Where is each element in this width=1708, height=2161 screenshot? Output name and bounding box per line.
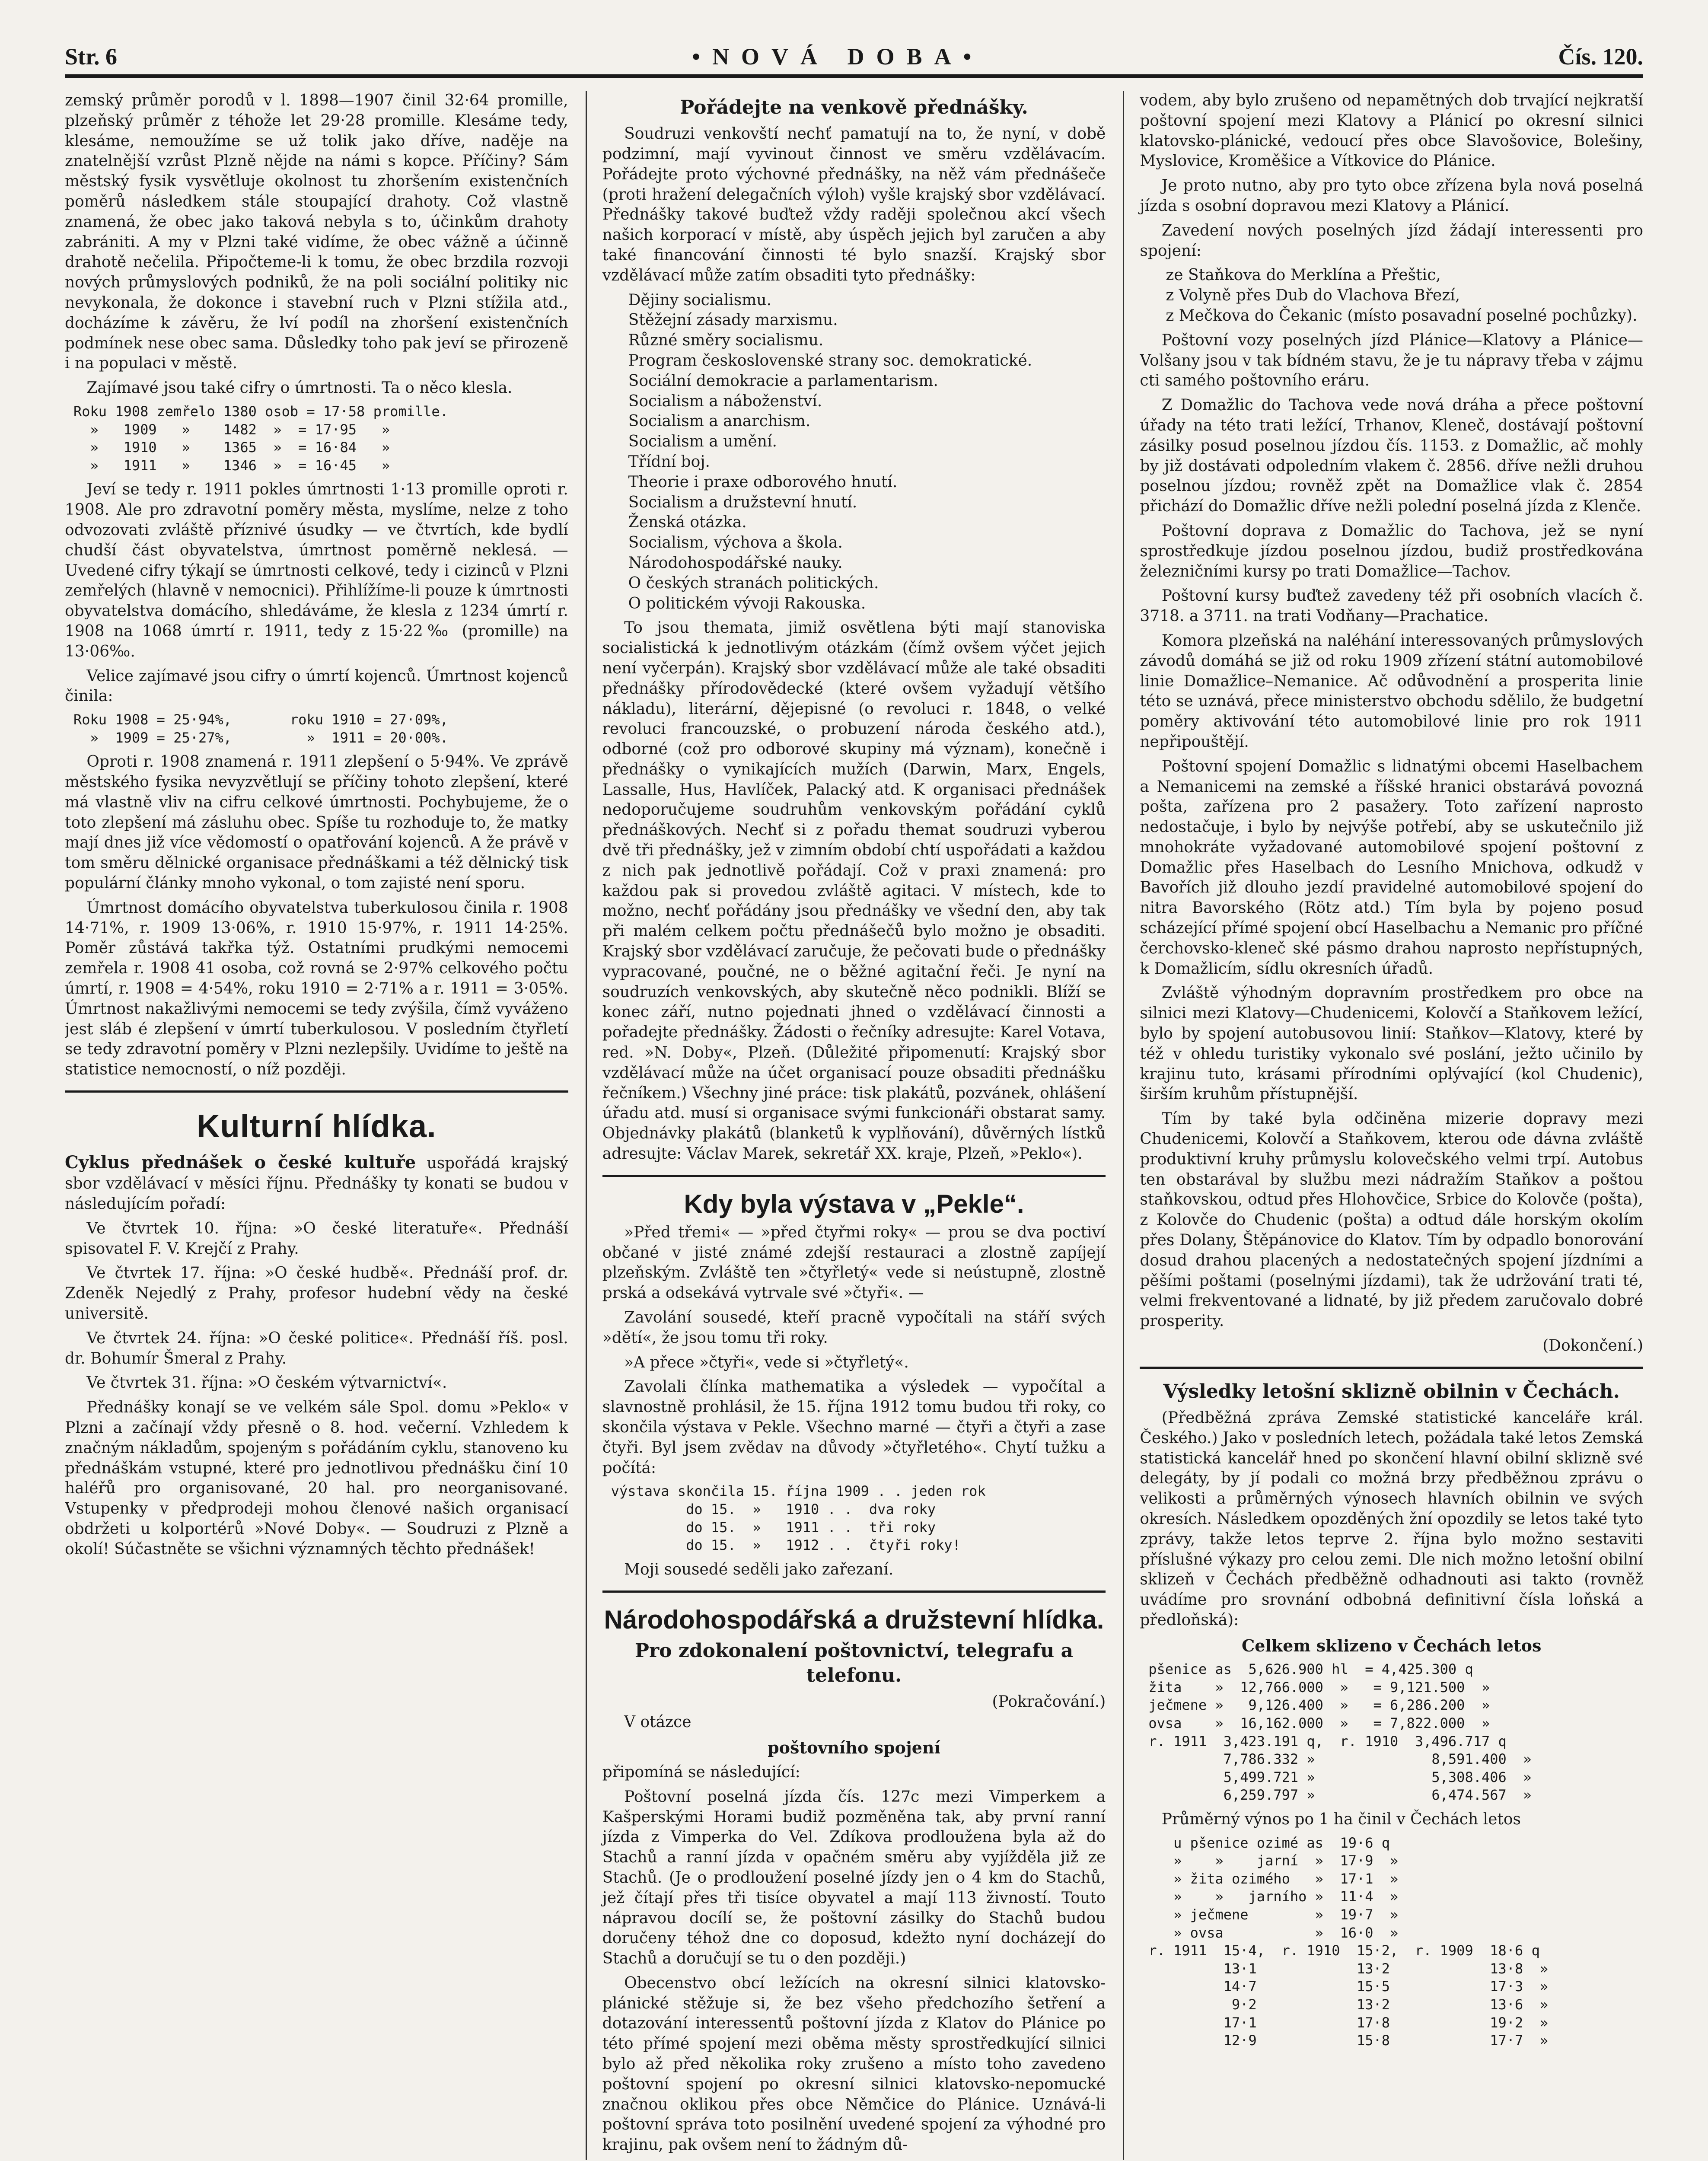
article-text: To jsou themata, jimiž osvětlena býti mají stanoviska socialistická k jednotlivým otázkám (čímž ovšem výčet jejich není vyčerpán). Krajský sbor vzdělávací může ale také obsaditi přednášky přírodovědecké (které ovšem vyžadují většího nákladu), literární, dějepisné (o revoluci r. 1848, o velké revoluci francouzské, o probuzení národa českého atd.), odborné (což pro odborové skupiny má význam), konečně i přednášky o vynikajících mužích (Darwin, Marx, Engels, Lassalle, Hus, Havlíček, Palacký atd. K organisaci přednášek nedoporučujeme soudruhům venkovským pořádání cyklů přednáškových. Nechť si z pořadu themat soudruzi vyberou dvě tři přednášky, jež v zimním období chtí uspořádati a každou z nich pak jednotlivě pořádají. Což v praxi znamená: pro každou pak si provedou zvláště agitaci. V místech, kde to možno, nechť pořádány jsou přednášky ve všední den, aby tak při malém celkem počtu přednášečů bylo možno je obsaditi. Krajský sbor vzdělávací zaručuje, že pečovati bude o přednášky vypracované, poučné, ne o běžné agitační řeči. Je nyní na soudruzích venkovských, aby skutečně něco podnikli. Blíží se konec září, nutno pojednati jhned o vzdělávací činnosti a pořadejte přednášky. Žádosti o řečníky adresujte: Karel Votava, red. »N. Doby«, Plzeň. (Důležité připomenutí: Krajský sbor vzdělávací může na účet organisací pouze obsaditi přednášku řečníkem.) Všechny jiné práce: tisk plakátů, pozvánek, ohlášení úřadu atd. musí si organisace svými funkcionáři obstarat samy. Objednávky plakátů (blanketů k vyplňování), důvěrných lístků adresujte: Václav Marek, sekretář XX. kraje, Plzeň, »Peklo«).	[602, 619, 1106, 1163]
article-text: Zavedení nových poselných jízd žádají interessenti pro spojení:	[1140, 221, 1644, 260]
list-item: Národohospodářské nauky.	[628, 554, 843, 572]
list-item: Ženská otázka.	[628, 513, 747, 532]
list-item: Socialism a umění.	[628, 433, 777, 451]
list-item: Socialism a anarchism.	[628, 412, 811, 430]
article-text: vodem, aby bylo zrušeno od nepamětných dob trvající nejkratší poštovní spojení mezi Klatovy a Plánicí po okresní silnici klatovsko-plánické, vedoucí přes obce Slavošovice, Bolešiny, Myslovice, Kroměšice a Vítkovice do Plánice.	[1140, 92, 1644, 170]
article-text: Soudruzi venkovští nechť pamatují na to, že nyní, v době podzimní, mají vyvinout činnost ve směru vzdělávacím. Pořádejte proto výchovné přednášky, na něž vám přednášeče (proti hražení delegačních výloh) vyšle krajský sbor vzdělávací. Přednášky takové buďtež vždy raději společnou akcí všech našich korporací v místě, aby úspěch jejich byl zaručen a aby také financování činnosti té bylo snazší. Krajský sbor vzdělávací může zatím obsaditi tyto přednášky:	[602, 125, 1106, 284]
section-heading-economy: Národohospodářská a družstevní hlídka.	[604, 1605, 1104, 1634]
article-text: uspořádá krajský sbor vzdělávací v měsíci říjnu. Přednášky ty konati se budou v následujícím pořadí:	[65, 1154, 568, 1213]
infant-mortality-table: Roku 1908 = 25·94%, roku 1910 = 27·09%, » 1909 = 25·27%, » 1911 = 20·00%.	[73, 711, 448, 746]
issue-number: Čís. 120.	[1558, 44, 1643, 70]
article-text: Průměrný výnos po 1 ha činil v Čechách letos	[1161, 1810, 1521, 1828]
article-text: Jeví se tedy r. 1911 pokles úmrtnosti 1·13 promille oproti r. 1908. Ale pro zdravotní poměry města, myslíme, nelze z toho odvozovati zvláště příznivé úsudky — ve čtvrtích, kde bydlí chudší část obyvatelstva, úmrtnost poměrně neklesá. — Uvedené cifry týkají se úmrtnosti celkové, tedy i cizinců v Plzni zemřelých (hlavně v nemocnici). Přihlížíme-li pouze k úmrtnosti obyvatelstva domácího, shledáváme, že klesla z 1234 úmrtí r. 1908 na 1068 úmrtí r. 1911, tedy z 15·22‰ (promille) na 13·06‰.	[65, 481, 568, 660]
lecture-item: Ve čtvrtek 10. října: »O české literatuře«. Přednáší spisovatel F. V. Krejčí z Prahy.	[65, 1219, 568, 1258]
article-text: Komora plzeňská na naléhání interessovaných průmyslových závodů domáhá se již od roku 1909 zřízení státní automobilové linie Domažlice–Nemanice. Ač odůvodnění a prosperita linie této se uznává, přece ministerstvo obchodu sdělilo, že budgetní poměry aktivování této automobilové linie pro rok 1911 nepřipouštějí.	[1140, 631, 1644, 751]
article-heading-exhibition: Kdy byla výstava v „Pekle“.	[684, 1189, 1024, 1218]
article-text: »Před třemi« — »před čtyřmi roky« — prou se dva poctiví občané v jisté známé zdejší restauraci a zlostně zapíjejí plzeňským. Zvláště ten »čtyřletý« vede si neústupně, zlostně prská a odsekává vytrvale své »čtyři«. —	[602, 1223, 1106, 1302]
article-text: Moji sousedé seděli jako zařezaní.	[624, 1560, 894, 1578]
article-text: Zvláště výhodným dopravním prostředkem pro obce na silnici mezi Klatovy—Chudenicemi, Kolovčí a Staňkovem ležící, bylo by spojení autobusovou linií: Staňkov—Klatovy, které by též v ohledu turistiky vykonalo své poslání, ježto učinilo by krajinu tuto, krásami přírodními oplývající (kol Chudenic), širším kruhům přístupnější.	[1140, 984, 1644, 1103]
list-item: Program československé strany soc. demokratické.	[628, 351, 1032, 370]
article-text: Zavolali člínka mathematika a výsledek — vypočítal a slavnostně prohlásil, že 15. října 1912 tomu budou tři roky, co skončila výstava v Pekle. Všechno marné — čtyři a čtyři a zase čtyři. Byl jsem zvědav na důvody »čtyřletého«. Chytí tužku a počítá:	[602, 1378, 1106, 1477]
article-text: připomíná se následující:	[602, 1763, 800, 1781]
list-item: O politickém vývoji Rakouska.	[628, 594, 866, 612]
article-text: Poštovní doprava z Domažlic do Tachova, jež se nyní sprostředkuje jízdou poselnou jízdou, budiž prostředkována železničními kursy po trati Domažlice—Tachov.	[1140, 522, 1644, 580]
article-text: Zavolání sousedé, kteří pracně vypočítali na stáří svých »dětí«, že jsou tomu tři roky.	[602, 1309, 1106, 1347]
article-text: Obecenstvo obcí ležících na okresní silnici klatovsko-plánické stěžuje si, že bez všeho předchozího šetření a dotazování interessentů poštovní jízda z Klatov do Plánice po této přímé spojení mezi oběma městy sprostředkující silnici bylo až před několika roky zrušeno a místo toho zavedeno poštovní spojení po okresní silnici klatovsko-nepomucké značnou oklikou přes obce Němčice do Plánice. Uznává-li poštovní správa toto posilnění uvedené spojení za výhodné pro krajinu, pak ovšem není to žádným dů-	[602, 1974, 1106, 2154]
harvest-yield-table: u pšenice ozimé as 19·6 q » » jarní » 17·9 » » žita ozimého » 17·1 » » » jarního » 11·4 » » ječmene » 19·7 » » ovsa » 16·0 » r. 1911 15·4, r. 1910 15·2, r. 1909 18·6 q 13·1 13·2 13·8 » 14·7 15·5 17·3 » 9·2 13·2 13·6 » 17·1 17·8 19·2 » 12·9 15·8 17·7 »	[1148, 1834, 1549, 2049]
divider	[602, 1175, 1106, 1177]
divider	[1140, 1367, 1643, 1369]
section-heading-culture: Kulturní hlídka.	[197, 1108, 437, 1144]
exhibition-years-table: výstava skončila 15. října 1909 . . jeden rok do 15. » 1910 . . dva roky do 15. » 1911 . . tři roky do 15. » 1912 . . čtyři roky!	[611, 1483, 986, 1554]
columns	[65, 91, 1643, 2160]
article-text: Z Domažlic do Tachova vede nová dráha a přece poštovní úřady na této trati ležící, Trhanov, Kleneč, dostávají poštovní zásilky posud poselnou jízdou čís. 1153. z Domažlic, ač mohly by již dostávati odpoledním vlakem č. 2856. dříve nežli druhou poselnou jízdou; rovněž zpět na Domažlice vlak č. 2854 přichází do Domažlic dříve nežli polední poselná jízda z Klenče.	[1140, 396, 1644, 516]
page-number: Str. 6	[65, 44, 118, 70]
page-header	[65, 43, 1643, 78]
lecture-item: Ve čtvrtek 17. října: »O české hudbě«. Přednáší prof. dr. Zdeněk Nejedlý z Prahy, profesor hudební vědy na české universitě.	[65, 1264, 568, 1323]
article-text: Je proto nutno, aby pro tyto obce zřízena byla nová poselná jízda s osobní dopravou mezi Klatovy a Plánicí.	[1140, 177, 1644, 215]
list-item: ze Staňkova do Merklína a Přeštic,	[1166, 266, 1441, 284]
article-text: Poštovní kursy buďtež zavedeny též při osobních vlacích č. 3718. a 3711. na trati Vodňany—Prachatice.	[1140, 587, 1644, 625]
divider	[65, 1090, 568, 1093]
article-heading-harvest: Výsledky letošní sklizně obilnin v Čechách.	[1163, 1380, 1620, 1402]
list-item: Různé směry socialismu.	[628, 331, 824, 350]
article-text: V otázce	[624, 1713, 691, 1731]
list-item: z Volyně přes Dub do Vlachova Březí,	[1166, 287, 1460, 305]
lecture-item: Ve čtvrtek 31. října: »O českém výtvarnictví«.	[86, 1374, 447, 1392]
harvest-totals-table: pšenice as 5,626.900 hl = 4,425.300 q žita » 12,766.000 » = 9,121.500 » ječmene » 9,126.400 » = 6,286.200 » ovsa » 16,162.000 » = 7,822.000 » r. 1911 3,423.191 q, r. 1910 3,496.717 q 7,786.332 » 8,591.400 » 5,499.721 » 5,308.406 » 6,259.797 » 6,474.567 »	[1148, 1661, 1532, 1804]
article-text: Velice zajímavé jsou cifry o úmrtí kojenců. Úmrtnost kojenců činila:	[65, 667, 568, 705]
subheading-total-harvest: Celkem sklizeno v Čechách letos	[1241, 1635, 1542, 1655]
list-item: Třídní boj.	[628, 453, 710, 471]
mortality-table: Roku 1908 zemřelo 1380 osob = 17·58 promille. » 1909 » 1482 » = 17·95 » » 1910 » 1365 » = 16·84 » » 1911 » 1346 » = 16·45 »	[73, 403, 448, 474]
article-text: »A přece »čtyři«, vede si »čtyřletý«.	[624, 1353, 909, 1371]
article-heading-lectures: Cyklus přednášek o české kultuře	[65, 1152, 416, 1173]
lecture-topics-list	[628, 290, 1106, 614]
article-text: (Předběžná zpráva Zemské statistické kanceláře král. Českého.) Jako v posledních letech, požádala také letos Zemská statistická kancelář hned po skončení hlavní obilní sklizně své delegáty, by jí podali co možná brzy předběžnou zprávu o velikosti a průměrných výnosech hlavních obilnin ve svých okresích. Následkem opozděných žní opozdily se letos také tyto zprávy, takže letos teprve 2. října bylo možno sestaviti příslušné výkazy pro celou zemi. Dle nich možno letošní obilní sklizeň v Čechách předběžně odhadnouti asi takto (rovněž uvádíme pro srovnání odbobná definitivní čísla loňská a předloňská):	[1140, 1409, 1644, 1629]
list-item: Socialism a družstevní hnutí.	[628, 493, 857, 511]
list-item: z Mečkova do Čekanic (místo posavadní poselné pochůzky).	[1166, 306, 1638, 325]
article-text: Poštovní spojení Domažlic s lidnatými obcemi Haselbachem a Nemanicemi na zemské a říšské hranici obstarává povozná pošta, zařízena pro 2 pasažery. Toto zařízení naprosto nedostačuje, i bylo by nejvýše potřebí, aby se uskutečnilo již mnohokráte vyžadované automobilové spojení poštovní z Domažlic přes Haselbach do Lesního Mnichova, odkudž v Bavořích již dlouho jezdí pravidelné automobilové spojení do nitra Bavorského (Rötz atd.) Tím byla by pojeno posud scházející přímé spojení obcí Haselbachu a Nemanic pro příčné čerchovsko-kleneč ské pásmo drahou naprosto nepřístupných, k Domažlicím, sídlu okresních úřadů.	[1140, 757, 1644, 978]
concluded-note: (Dokončení.)	[1542, 1337, 1644, 1355]
list-item: Socialism, výchova a škola.	[628, 534, 843, 552]
newspaper-title: •NOVÁ DOBA•	[692, 44, 984, 70]
list-item: Socialism a náboženství.	[628, 392, 822, 410]
column-3	[1123, 91, 1643, 2160]
column-2	[586, 91, 1106, 2160]
list-item: Theorie i praxe odborového hnutí.	[628, 473, 898, 491]
article-heading-postal: Pro zdokonalení poštovnictví, telegrafu a telefonu.	[634, 1639, 1074, 1686]
list-item: Dějiny socialismu.	[628, 291, 772, 309]
list-item: Sociální demokracie a parlamentarism.	[628, 372, 938, 390]
article-text: Oproti r. 1908 znamená r. 1911 zlepšení o 5·94%. Ve zprávě městského fysika nevyzvětlují se příčiny tohoto zlepšení, které má vlastně vliv na cifru celkové úmrtnosti. Pochybujeme, že o toto zlepšení má zásluhu obec. Spíše tu rozhoduje to, že matky mají dnes již více vědomostí o opatřování kojenců. A že právě v tom směru dělnické organisace přednáškami a též dělnický tisk populární články mnoho vykonal, o tom zajisté není sporu.	[65, 753, 568, 892]
article-text: Zajímavé jsou také cifry o úmrtnosti. Ta o něco klesla.	[86, 379, 513, 397]
article-text: Přednášky konají se ve velkém sále Spol. domu »Peklo« v Plzni a začínají vždy přesně o 8. hod. večerní. Vzhledem k značným nákladům, spojeným s pořádáním cyklu, stanoveno ku přednáškám vstupné, které pro jednotlivou přednášku činí 10 haléřů pro organisované, 20 hal. pro neorganisované. Vstupenky v předprodeji mohou členové našich organisací obdržeti u kolportérů »Nové Doby«. — Soudruzi z Plzně a okolí! Súčastněte se všichni významných těchto přednášek!	[65, 1399, 568, 1558]
article-heading-lectures-countryside: Pořádejte na venkově přednášky.	[680, 96, 1028, 118]
article-text: Poštovní vozy poselných jízd Plánice—Klatovy a Plánice—Volšany jsou v tak bídném stavu, že je tu nápravy třeba v zájmu cti samého poštovního eráru.	[1140, 331, 1644, 390]
continued-note: (Pokračování.)	[992, 1692, 1106, 1711]
divider	[602, 1590, 1106, 1593]
article-text: Úmrtnost domácího obyvatelstva tuberkulosou činila r. 1908 14·71%, r. 1909 13·06%, r. 1910 15·97%, r. 1911 14·25%. Poměr zůstává takřka týž. Ostatními prudkými nemocemi zemřela r. 1908 41 osoba, což rovná se 2·97% celkového počtu úmrtí, r. 1908 = 4·54%, roku 1910 = 2·71% a r. 1911 = 3·05%. Úmrtnost nakažlivými nemocemi se tedy zvýšila, čímž vyváženo jest sláb é zlepšení v úmrtí tuberkulosou. V posledním čtyřletí se tedy zdravotní poměry v Plzni nezlepšily. Uvidíme to ještě na statistice nemocností, o níž později.	[65, 899, 568, 1079]
column-1	[65, 91, 568, 2160]
article-text: Tím by také byla odčiněna mizerie dopravy mezi Chudenicemi, Kolovčí a Staňkovem, kterou ode dávna zvláště produktivní kruhy průmyslu kolovečského velmi trpí. Autobus ten obstarával by službu mezi nádražím Staňkov a poštou staňkovskou, odtud přes Hlohovčice, Srbice do Kolovče (pošta), z Kolovče do Chudenic (pošta) a odtud dále horským okolím přes Dolany, Štěpánovice do Klatov. Tím by odpadlo bonorování dosud drahou placených a nedostatečných spojení jízdními a pěšími poštami (poselnými jízdami), tak že udržování trati té, velmi frekventované a lidnaté, by již předem zaručovalo dobré prosperity.	[1140, 1110, 1644, 1330]
list-item: Stěžejní zásady marxismu.	[628, 311, 838, 329]
list-item: O českých stranách politických.	[628, 574, 879, 592]
article-text: Poštovní poselná jízda čís. 127c mezi Vimperkem a Kašperskými Horami budiž pozměněna tak, aby první ranní jízda z Vimperka do Vel. Zdíkova prodloužena byla až do Stachů a ranní jízda v opačném směru aby vyjížděla již ze Stachů. (Je o prodloužení poselné jízdy jen o 4 km do Stachů, jež čítají přes tři tisíce obyvatel a mají 113 živností. Touto nápravou docílí se, že poštovní zásilky do Stachů budou doručeny téhož dne co doposud, kdežto nyní docházejí do Stachů a doručují se tu o den později.)	[602, 1788, 1106, 1968]
subheading-postal-connection: poštovního spojení	[768, 1737, 940, 1757]
routes-list	[1166, 265, 1643, 326]
article-text: zemský průměr porodů v l. 1898—1907 činil 32·64 promille, plzeňský průměr z téhože let 29·28 promille. Klesáme tedy, klesáme, nemoužíme se už tolik jako dříve, naděje na znatelnější vzrůst Plzně nějde na námi s kopce. Příčiny? Sám městský fysik vysvětluje okolnost tu zhoršením existenčních poměrů následkem stále stoupající drahoty. Což vlastně znamená, že obec jako taková nebyla s to, účinkům drahoty zabrániti. A my v Plzni také vidíme, že obec vážně a účinně drahotě nečelila. Připočteme-li k tomu, že obec brzdila rozvoji nových průmyslových podniků, že na poli sociální politiky nic nevykonala, že dokonce i stavební ruch v Plzni stížila atd., docházíme k závěru, že lví podíl na zhoršení existenčních podmínek nese obec sama. Důsledky toho pak jeví se přirozeně i na populaci v městě.	[65, 92, 568, 373]
lecture-item: Ve čtvrtek 24. října: »O české politice«. Přednáší říš. posl. dr. Bohumír Šmeral z Prahy.	[65, 1329, 568, 1367]
